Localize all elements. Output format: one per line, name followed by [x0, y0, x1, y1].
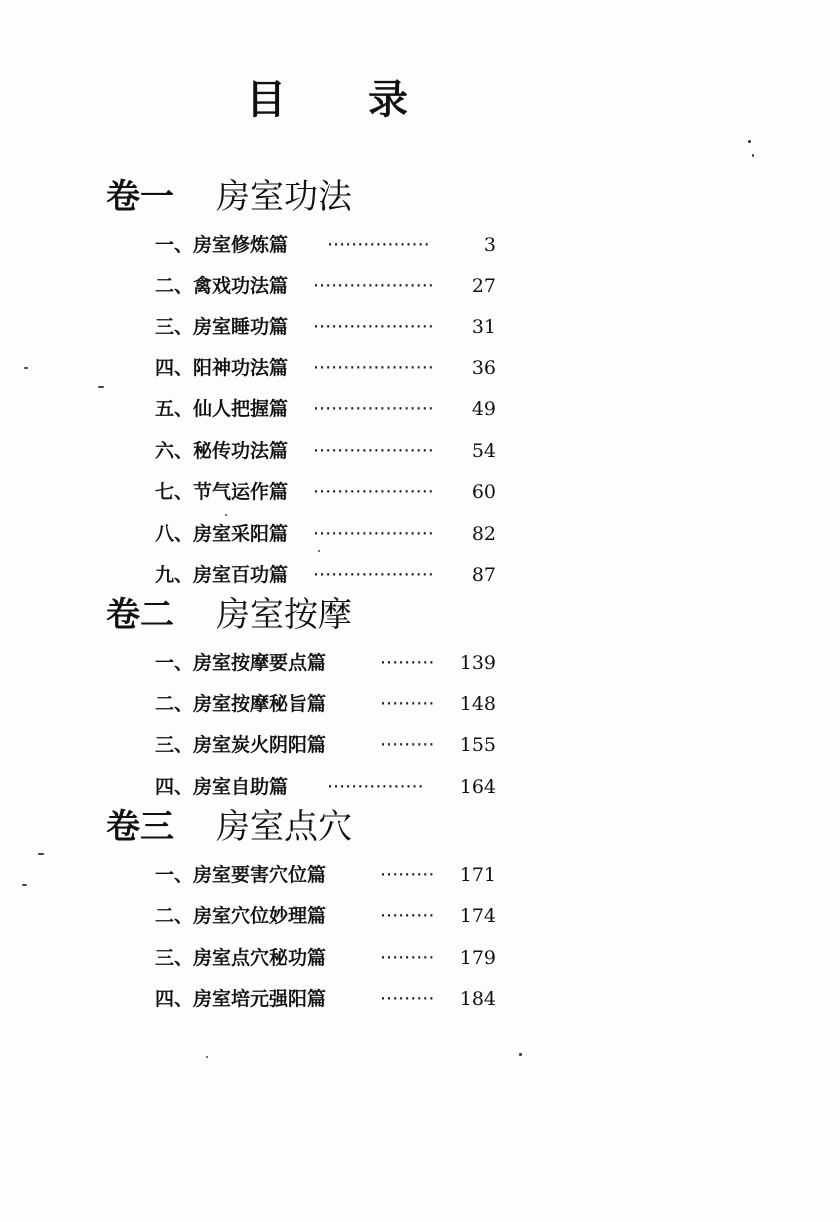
dot-leader: ·········: [380, 947, 435, 969]
toc-entry[interactable]: [155, 985, 500, 1013]
scan-speck: [22, 884, 27, 886]
entry-page-number: 179: [459, 947, 496, 969]
entry-page-number: 164: [459, 776, 496, 798]
entry-page-number: 60: [471, 481, 496, 503]
entry-page-number: 171: [459, 864, 496, 886]
entry-title: 三、房室点穴秘功篇: [155, 947, 327, 969]
dot-leader: ·········: [380, 652, 435, 674]
entry-page-number: 3: [483, 234, 496, 256]
dot-leader: ·················: [327, 234, 430, 256]
entry-title: 一、房室按摩要点篇: [155, 652, 327, 674]
entry-page-number: 148: [459, 693, 496, 715]
toc-entry[interactable]: [155, 690, 500, 718]
toc-heading-char-2: 录: [368, 77, 408, 123]
dot-leader: ·········: [380, 693, 435, 715]
entry-title: 二、房室穴位妙理篇: [155, 905, 327, 927]
toc-entry[interactable]: [155, 395, 500, 423]
dot-leader: ····················: [313, 275, 434, 297]
scan-speck: [225, 514, 227, 516]
toc-entry[interactable]: [155, 520, 500, 548]
volume-number: 卷一: [106, 177, 174, 217]
scan-speck: [38, 853, 44, 855]
entry-page-number: 27: [471, 275, 496, 297]
toc-entry[interactable]: [155, 861, 500, 889]
scan-speck: [752, 154, 754, 157]
entry-page-number: 87: [471, 564, 496, 586]
volume-name: 房室按摩: [216, 595, 352, 635]
entry-title: 九、房室百功篇: [155, 564, 289, 586]
toc-entry[interactable]: [155, 902, 500, 930]
dot-leader: ····················: [313, 481, 434, 503]
dot-leader: ·········: [380, 864, 435, 886]
entry-page-number: 155: [459, 734, 496, 756]
dot-leader: ····················: [313, 357, 434, 379]
dot-leader: ················: [327, 776, 424, 798]
entry-title: 四、房室自助篇: [155, 776, 289, 798]
toc-entry[interactable]: [155, 354, 500, 382]
entry-page-number: 54: [471, 440, 496, 462]
entry-page-number: 139: [459, 652, 496, 674]
toc-heading: [0, 72, 840, 128]
toc-entry[interactable]: [155, 313, 500, 341]
dot-leader: ·········: [380, 734, 435, 756]
entry-title: 一、房室修炼篇: [155, 234, 289, 256]
volume-1-heading: [106, 174, 352, 220]
toc-entry[interactable]: [155, 561, 500, 589]
entry-page-number: 49: [471, 398, 496, 420]
volume-name: 房室点穴: [216, 807, 352, 847]
entry-title: 四、阳神功法篇: [155, 357, 289, 379]
entry-page-number: 31: [471, 316, 496, 338]
entry-title: 五、仙人把握篇: [155, 398, 289, 420]
dot-leader: ·········: [380, 988, 435, 1010]
entry-page-number: 184: [459, 988, 496, 1010]
entry-title: 一、房室要害穴位篇: [155, 864, 327, 886]
toc-entry[interactable]: [155, 231, 500, 259]
scan-speck: [748, 140, 751, 143]
entry-title: 八、房室采阳篇: [155, 523, 289, 545]
scan-speck: [206, 1056, 208, 1058]
toc-entry[interactable]: [155, 649, 500, 677]
entry-title: 三、房室炭火阴阳篇: [155, 734, 327, 756]
entry-page-number: 174: [459, 905, 496, 927]
toc-entry[interactable]: [155, 478, 500, 506]
entry-title: 二、禽戏功法篇: [155, 275, 289, 297]
toc-entry[interactable]: [155, 944, 500, 972]
entry-title: 三、房室睡功篇: [155, 316, 289, 338]
toc-entry[interactable]: [155, 731, 500, 759]
toc-entry[interactable]: [155, 437, 500, 465]
dot-leader: ····················: [313, 316, 434, 338]
toc-entry[interactable]: [155, 773, 500, 801]
scan-speck: [519, 1053, 522, 1056]
volume-3-heading: [106, 804, 352, 850]
scan-speck: [98, 386, 104, 388]
volume-number: 卷三: [106, 807, 174, 847]
entry-title: 七、节气运作篇: [155, 481, 289, 503]
entry-title: 二、房室按摩秘旨篇: [155, 693, 327, 715]
scan-speck: [318, 550, 320, 552]
entry-title: 六、秘传功法篇: [155, 440, 289, 462]
volume-2-heading: [106, 592, 352, 638]
dot-leader: ····················: [313, 440, 434, 462]
entry-title: 四、房室培元强阳篇: [155, 988, 327, 1010]
volume-number: 卷二: [106, 595, 174, 635]
toc-heading-char-1: 目: [246, 77, 286, 123]
entry-page-number: 82: [471, 523, 496, 545]
dot-leader: ····················: [313, 398, 434, 420]
dot-leader: ····················: [313, 523, 434, 545]
volume-name: 房室功法: [216, 177, 352, 217]
dot-leader: ····················: [313, 564, 434, 586]
dot-leader: ·········: [380, 905, 435, 927]
scan-speck: [24, 367, 28, 369]
toc-entry[interactable]: [155, 272, 500, 300]
entry-page-number: 36: [471, 357, 496, 379]
